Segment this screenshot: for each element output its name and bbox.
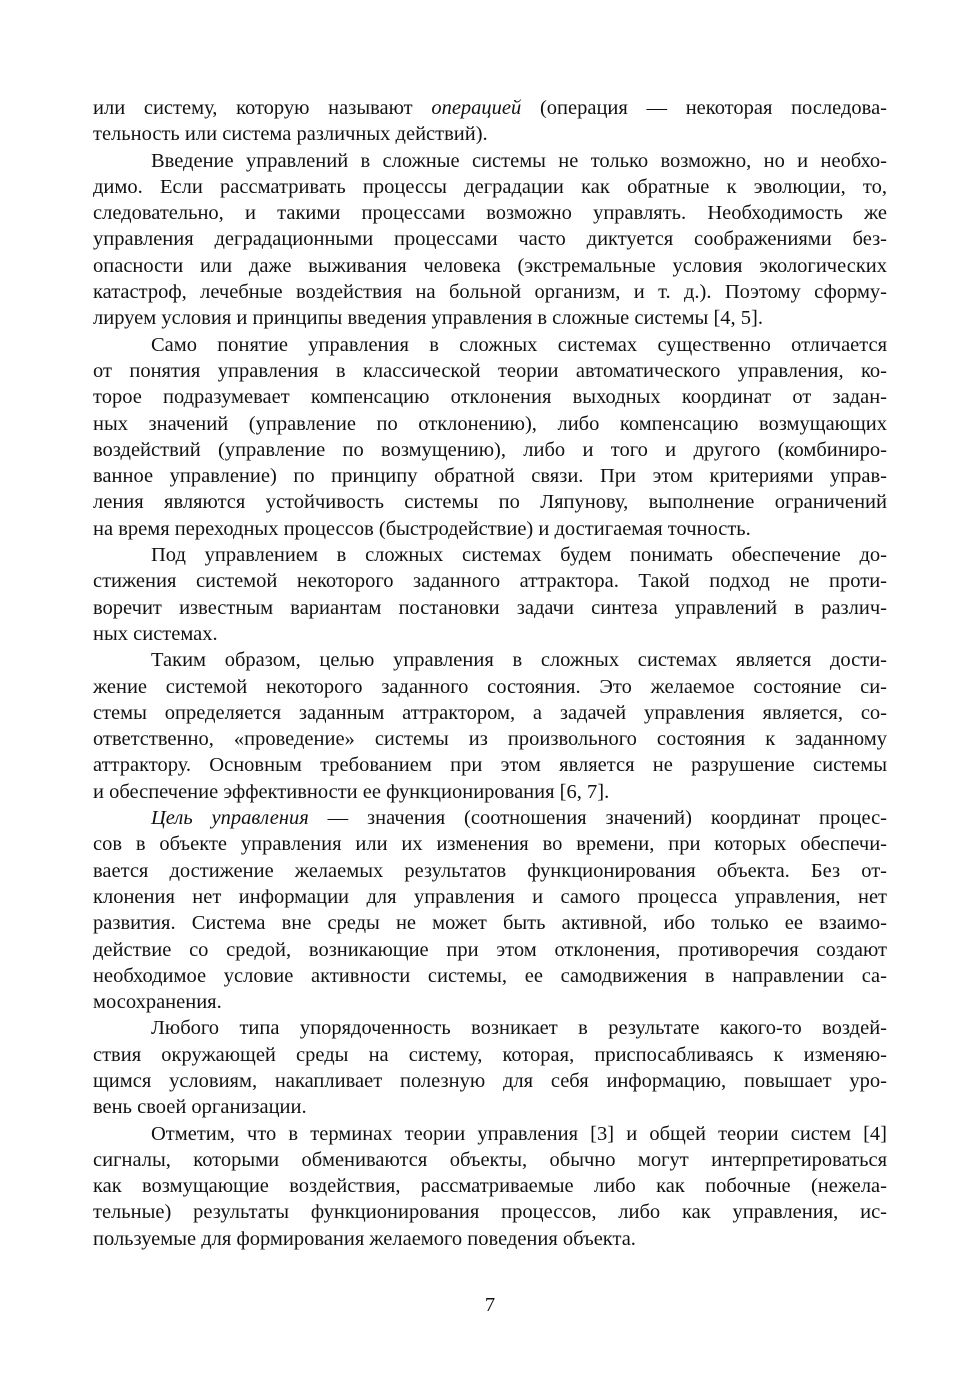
text-segment: Отметим, что в терминах теории управления [3] и общей теории систем [4] — [151, 1122, 887, 1145]
text-segment: сигналы, которыми обмениваются объекты, обычно могут интерпретироваться — [93, 1148, 887, 1171]
paragraph-p5 — [93, 647, 887, 805]
text-segment: развития. Система вне среды не может быть активной, ибо только ее взаимо- — [93, 912, 887, 935]
text-line — [93, 858, 887, 884]
text-segment: стемы определяется заданным аттрактором, а задачей управления является, со- — [93, 701, 887, 724]
text-line — [93, 937, 887, 963]
text-segment: жение системой некоторого заданного состояния. Это желаемое состояние си- — [93, 675, 887, 698]
paragraph-p7 — [93, 1015, 887, 1120]
text-segment: сов в объекте управления или их изменения во времени, при которых обеспечи- — [93, 833, 887, 856]
text-segment: необходимое условие активности системы, ее самодвижения в направлении са- — [93, 964, 887, 987]
text-line — [93, 910, 887, 936]
text-line — [93, 148, 887, 174]
text-segment: ных системах. — [93, 622, 218, 645]
text-segment: клонения нет информации для управления и самого процесса управления, нет — [93, 885, 887, 908]
text-line — [93, 200, 887, 226]
text-line — [93, 542, 887, 568]
text-segment: ванное управление) по принципу обратной связи. При этом критериями управ- — [93, 465, 887, 488]
text-segment: мосохранения. — [93, 991, 222, 1014]
text-segment: от понятия управления в классической теории автоматического управления, ко- — [93, 359, 887, 382]
text-segment: ления являются устойчивость системы по Ляпунову, выполнение ограничений — [93, 491, 887, 514]
text-line — [93, 752, 887, 778]
text-line — [93, 174, 887, 200]
paragraph-p3 — [93, 332, 887, 542]
text-line — [93, 384, 887, 410]
text-segment: аттрактору. Основным требованием при этом является не разрушение системы — [93, 754, 887, 777]
text-line — [93, 1199, 887, 1225]
paragraph-p2 — [93, 148, 887, 332]
text-segment: воздействий (управление по возмущению), либо и того и другого (комбиниро- — [93, 438, 887, 461]
text-line — [93, 95, 887, 121]
text-segment: вается достижение желаемых результатов функционирования объекта. Без от- — [93, 859, 887, 882]
page-number: 7 — [484, 1294, 496, 1316]
text-segment: действие со средой, возникающие при этом отклонения, противоречия создают — [93, 938, 887, 961]
text-segment: вень своей организации. — [93, 1096, 307, 1119]
paragraph-p1 — [93, 95, 887, 148]
text-segment: Само понятие управления в сложных системах существенно отличается — [151, 333, 887, 356]
text-line — [93, 568, 887, 594]
text-segment: Под управлением в сложных системах будем понимать обеспечение до- — [151, 544, 887, 567]
text-line — [93, 437, 887, 463]
text-segment: тельные) результаты функционирования процессов, либо как управления, ис- — [93, 1201, 887, 1224]
text-line — [93, 516, 887, 542]
text-line — [93, 1226, 887, 1252]
text-segment: управления деградационными процессами часто диктуется соображениями без- — [93, 228, 887, 251]
text-line — [93, 121, 887, 147]
text-line — [93, 805, 887, 831]
text-segment: ответственно, «проведение» системы из произвольного состояния к заданному — [93, 728, 887, 751]
text-segment: воречит известным вариантам постановки задачи синтеза управлений в различ- — [93, 596, 887, 619]
text-segment: опасности или даже выживания человека (экстремальные условия экологических — [93, 254, 887, 277]
text-segment: стижения системой некоторого заданного аттрактора. Такой подход не проти- — [93, 570, 887, 593]
text-line — [93, 332, 887, 358]
text-segment: следовательно, и такими процессами возможно управлять. Необходимость же — [93, 202, 887, 225]
text-segment: как возмущающие воздействия, рассматриваемые либо как побочные (нежела- — [93, 1175, 887, 1198]
text-line — [93, 1173, 887, 1199]
text-segment: димо. Если рассматривать процессы деградации как обратные к эволюции, то, — [93, 175, 887, 198]
italic-term: Цель управления — [151, 807, 309, 830]
text-line — [93, 674, 887, 700]
text-segment: ных значений (управление по отклонению), либо компенсацию возмущающих — [93, 412, 887, 435]
text-segment: катастроф, лечебные воздействия на больной организм, и т. д.). Поэтому сформу- — [93, 281, 887, 304]
text-line — [93, 700, 887, 726]
text-line — [93, 463, 887, 489]
text-segment: лируем условия и принципы введения управления в сложные системы [4, 5]. — [93, 307, 763, 330]
text-line — [93, 595, 887, 621]
text-line — [93, 305, 887, 331]
text-line — [93, 647, 887, 673]
text-line — [93, 1147, 887, 1173]
italic-term: операцией — [431, 97, 522, 119]
text-line — [93, 963, 887, 989]
text-line — [93, 411, 887, 437]
text-segment: на время переходных процессов (быстродействие) и достигаемая точность. — [93, 517, 751, 540]
document-page — [93, 95, 887, 1252]
text-line — [93, 884, 887, 910]
text-line — [93, 779, 887, 805]
text-segment: пользуемые для формирования желаемого поведения объекта. — [93, 1227, 636, 1250]
text-segment: торое подразумевает компенсацию отклонения выходных координат от задан- — [93, 386, 887, 409]
text-segment: тельность или система различных действий). — [93, 123, 488, 146]
text-line — [93, 1068, 887, 1094]
text-segment: Любого типа упорядоченность возникает в результате какого-то воздей- — [151, 1017, 887, 1040]
text-line — [93, 358, 887, 384]
text-segment: ствия окружающей среды на систему, которая, приспосабливаясь к изменяю- — [93, 1043, 887, 1066]
text-line — [93, 1015, 887, 1041]
text-line — [93, 831, 887, 857]
text-line — [93, 1042, 887, 1068]
text-line — [93, 279, 887, 305]
text-line — [93, 989, 887, 1015]
text-segment: Таким образом, целью управления в сложных системах является дости- — [151, 649, 887, 672]
paragraph-p8 — [93, 1121, 887, 1252]
text-segment: или систему, которую называют — [93, 97, 432, 119]
text-line — [93, 726, 887, 752]
text-segment: — значения (соотношения значений) координат процес- — [308, 807, 888, 830]
text-segment: щимся условиям, накапливает полезную для себя информацию, повышает уро- — [93, 1069, 887, 1092]
text-line — [93, 621, 887, 647]
text-line — [93, 1121, 887, 1147]
text-segment: (операция — некоторая последова- — [521, 97, 887, 119]
text-line — [93, 489, 887, 515]
text-line — [93, 226, 887, 252]
text-segment: и обеспечение эффективности ее функционирования [6, 7]. — [93, 780, 610, 803]
text-line — [93, 1094, 887, 1120]
text-line — [93, 253, 887, 279]
text-segment: Введение управлений в сложные системы не только возможно, но и необхо- — [151, 149, 887, 172]
paragraph-p6 — [93, 805, 887, 1015]
paragraph-p4 — [93, 542, 887, 647]
